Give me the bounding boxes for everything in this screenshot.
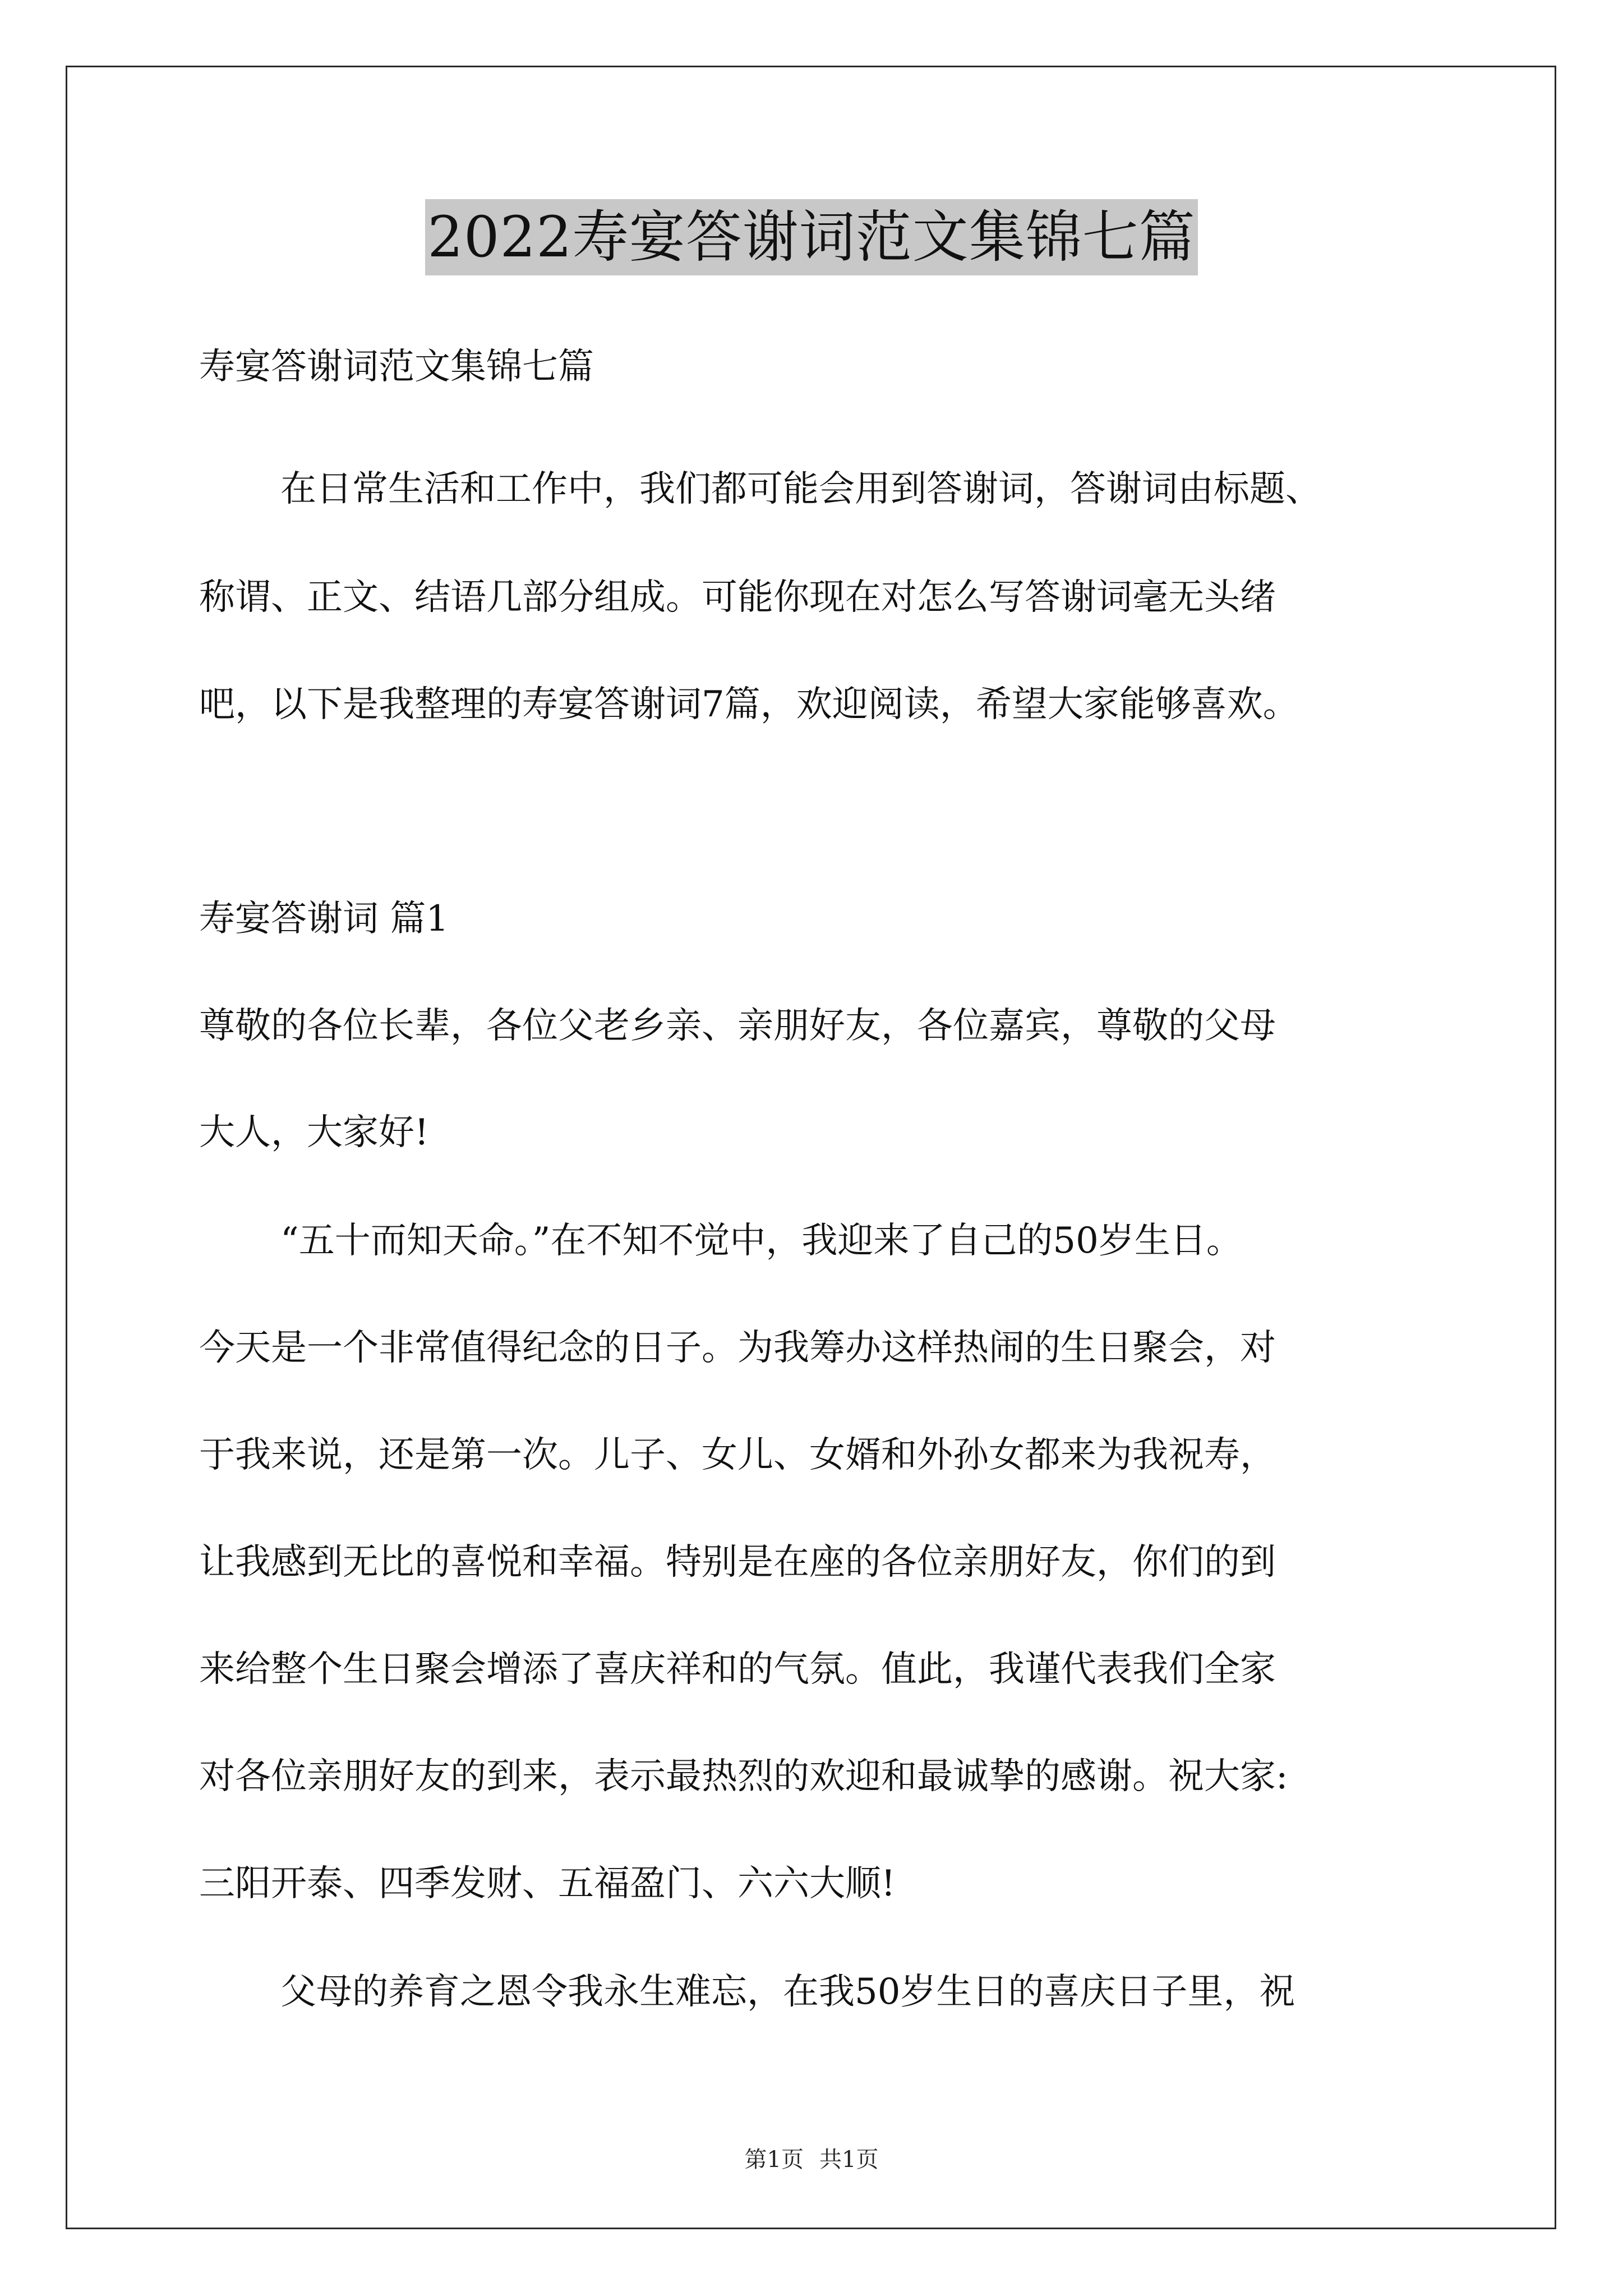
section-heading: 寿宴答谢词 篇1 bbox=[199, 898, 449, 940]
document-title: 2022寿宴答谢词范文集锦七篇 bbox=[425, 199, 1198, 275]
paragraph1-line-6: 对各位亲朋好友的到来，表示最热烈的欢迎和最诚挚的感谢。祝大家: bbox=[199, 1756, 1288, 1797]
paragraph1-line-1: “五十而知天命。”在不知不觉中，我迎来了自己的50岁生日。 bbox=[280, 1220, 1242, 1262]
paragraph2-line-1: 父母的养育之恩令我永生难忘，在我50岁生日的喜庆日子里，祝 bbox=[280, 1971, 1295, 2013]
intro-line-1: 在日常生活和工作中，我们都可能会用到答谢词，答谢词由标题、 bbox=[280, 468, 1321, 510]
intro-line-3: 吧，以下是我整理的寿宴答谢词7篇，欢迎阅读，希望大家能够喜欢。 bbox=[199, 684, 1299, 725]
paragraph1-line-2: 今天是一个非常值得纪念的日子。为我筹办这样热闹的生日聚会，对 bbox=[199, 1327, 1276, 1369]
paragraph1-line-3: 于我来说，还是第一次。儿子、女儿、女婿和外孙女都来为我祝寿， bbox=[199, 1434, 1276, 1476]
document-subtitle: 寿宴答谢词范文集锦七篇 bbox=[199, 346, 594, 388]
page-total: 共1页 bbox=[819, 2147, 879, 2173]
paragraph1-line-4: 让我感到无比的喜悦和幸福。特别是在座的各位亲朋好友，你们的到 bbox=[199, 1542, 1276, 1583]
title-container bbox=[0, 199, 1623, 275]
page-footer bbox=[0, 2143, 1623, 2177]
paragraph1-line-5: 来给整个生日聚会增添了喜庆祥和的气氛。值此，我谨代表我们全家 bbox=[199, 1649, 1276, 1690]
salutation-line-2: 大人，大家好! bbox=[199, 1112, 429, 1153]
intro-line-2: 称谓、正文、结语几部分组成。可能你现在对怎么写答谢词毫无头绪 bbox=[199, 577, 1276, 618]
salutation-line-1: 尊敬的各位长辈，各位父老乡亲、亲朋好友，各位嘉宾，尊敬的父母 bbox=[199, 1005, 1276, 1047]
page-number: 第1页 bbox=[744, 2147, 804, 2173]
paragraph1-line-7: 三阳开泰、四季发财、五福盈门、六六大顺! bbox=[199, 1863, 896, 1904]
